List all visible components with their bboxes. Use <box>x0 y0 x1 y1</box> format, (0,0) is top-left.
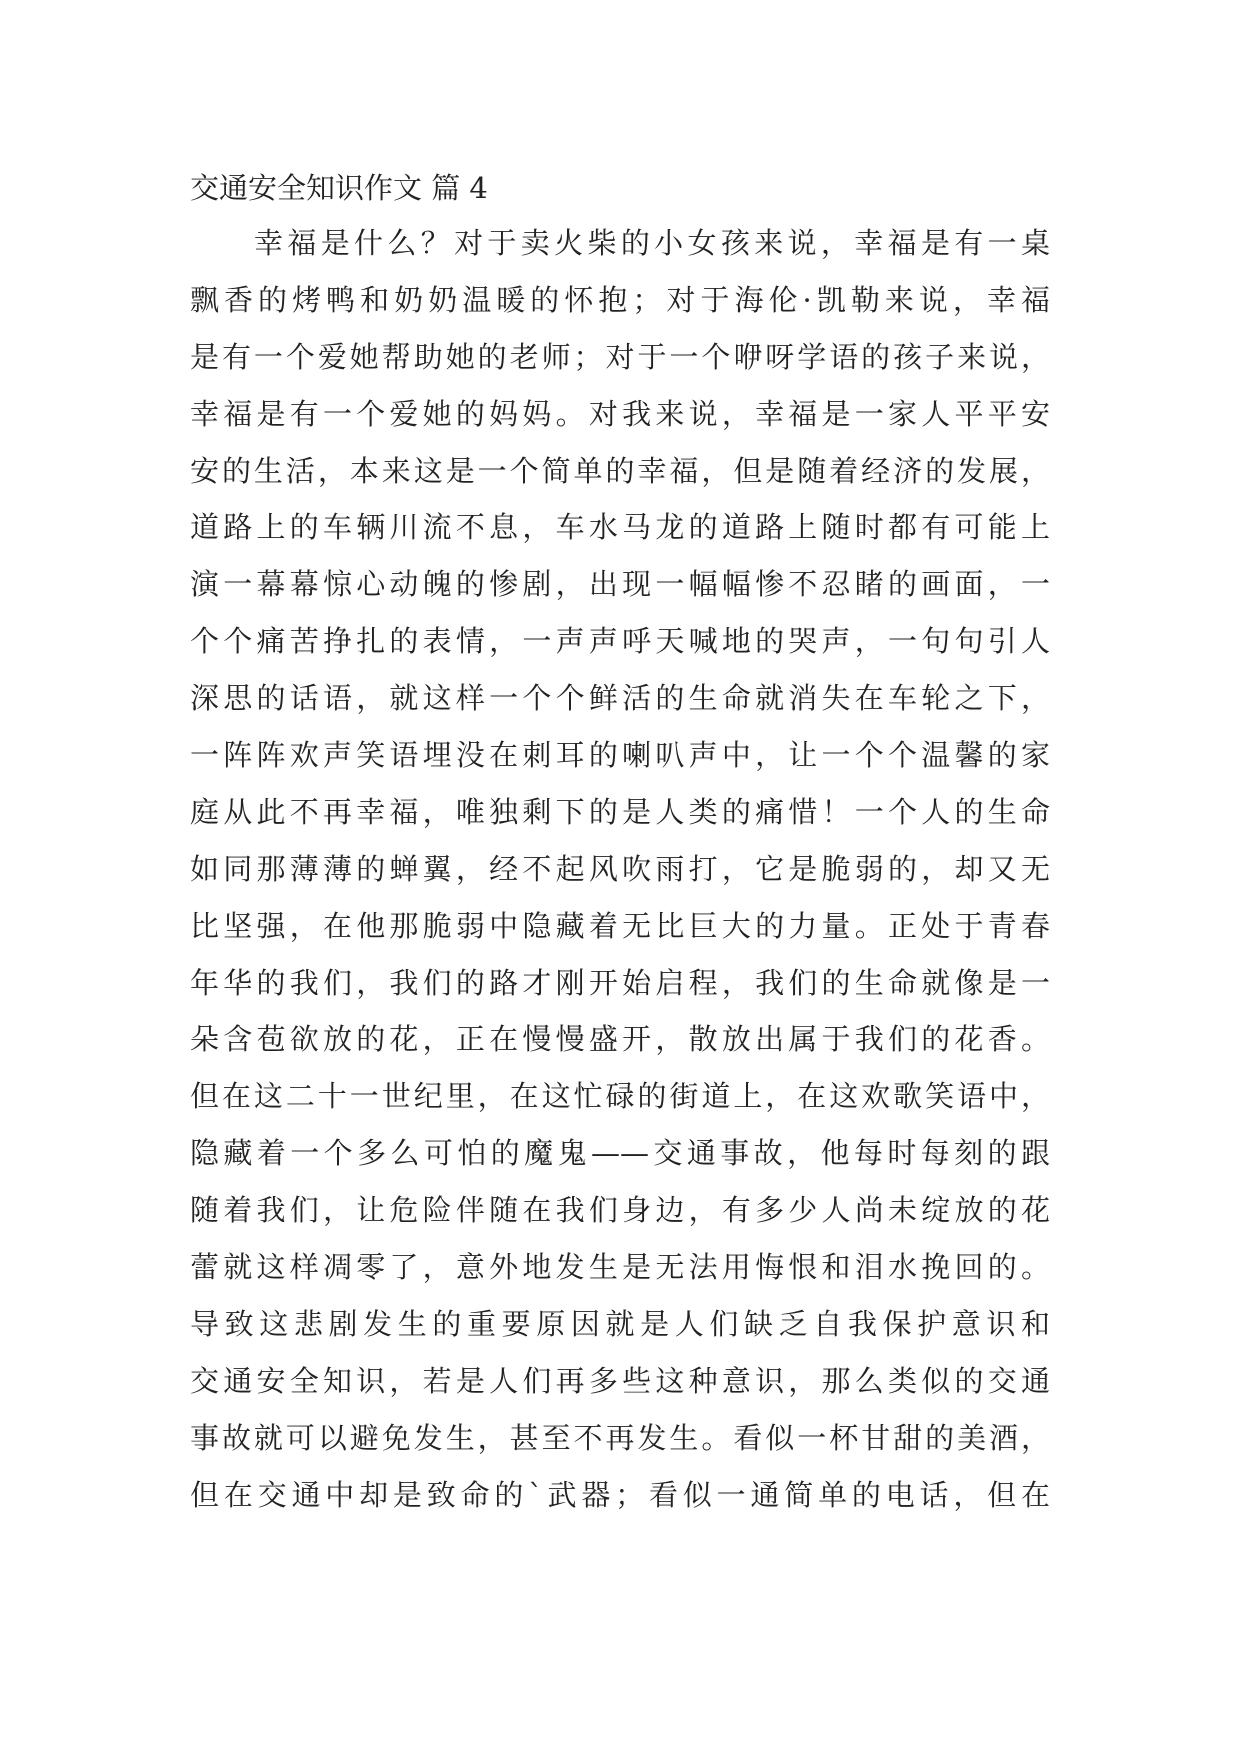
paragraph-line: 道路上的车辆川流不息，车水马龙的道路上随时都有可能上 <box>190 510 1050 545</box>
paragraph-line: 安的生活，本来这是一个简单的幸福，但是随着经济的发展， <box>190 453 1050 488</box>
paragraph-line: 隐藏着一个多么可怕的魔鬼——交通事故，他每时每刻的跟 <box>190 1136 1050 1171</box>
paragraph-line: 朵含苞欲放的花，正在慢慢盛开，散放出属于我们的花香。 <box>190 1022 1050 1057</box>
paragraph-line: 幸福是什么？对于卖火柴的小女孩来说，幸福是有一桌 <box>254 226 1050 260</box>
paragraph-line: 蕾就这样凋零了，意外地发生是无法用悔恨和泪水挽回的。 <box>190 1250 1050 1285</box>
paragraph-line: 比坚强，在他那脆弱中隐藏着无比巨大的力量。正处于青春 <box>190 908 1050 943</box>
paragraph-line: 幸福是有一个爱她的妈妈。对我来说，幸福是一家人平平安 <box>190 396 1050 431</box>
paragraph-line: 随着我们，让危险伴随在我们身边，有多少人尚未绽放的花 <box>190 1193 1050 1228</box>
document-title: 交通安全知识作文 篇 4 <box>190 171 488 205</box>
paragraph-line: 演一幕幕惊心动魄的惨剧，出现一幅幅惨不忍睹的画面，一 <box>190 567 1050 602</box>
paragraph-line: 导致这悲剧发生的重要原因就是人们缺乏自我保护意识和 <box>190 1306 1050 1341</box>
paragraph-line: 飘香的烤鸭和奶奶温暖的怀抱；对于海伦·凯勒来说，幸福 <box>190 282 1050 317</box>
paragraph-line: 年华的我们，我们的路才刚开始启程，我们的生命就像是一 <box>190 965 1050 1000</box>
paragraph-line: 一阵阵欢声笑语埋没在刺耳的喇叭声中，让一个个温馨的家 <box>190 738 1050 773</box>
paragraph-line: 事故就可以避免发生，甚至不再发生。看似一杯甘甜的美酒， <box>190 1420 1050 1455</box>
paragraph-line: 但在这二十一世纪里，在这忙碌的街道上，在这欢歌笑语中， <box>190 1079 1050 1114</box>
paragraph-line: 但在交通中却是致命的`武器；看似一通简单的电话，但在 <box>190 1477 1050 1512</box>
paragraph-line: 如同那薄薄的蝉翼，经不起风吹雨打，它是脆弱的，却又无 <box>190 851 1050 886</box>
paragraph-line: 交通安全知识，若是人们再多些这种意识，那么类似的交通 <box>190 1363 1050 1398</box>
essay-paragraph <box>190 215 1050 1523</box>
paragraph-line: 庭从此不再幸福，唯独剩下的是人类的痛惜！一个人的生命 <box>190 794 1050 829</box>
paragraph-line: 是有一个爱她帮助她的老师；对于一个咿呀学语的孩子来说， <box>190 339 1050 374</box>
paragraph-line: 个个痛苦挣扎的表情，一声声呼天喊地的哭声，一句句引人 <box>190 624 1050 659</box>
paragraph-line: 深思的话语，就这样一个个鲜活的生命就消失在车轮之下， <box>190 681 1050 716</box>
